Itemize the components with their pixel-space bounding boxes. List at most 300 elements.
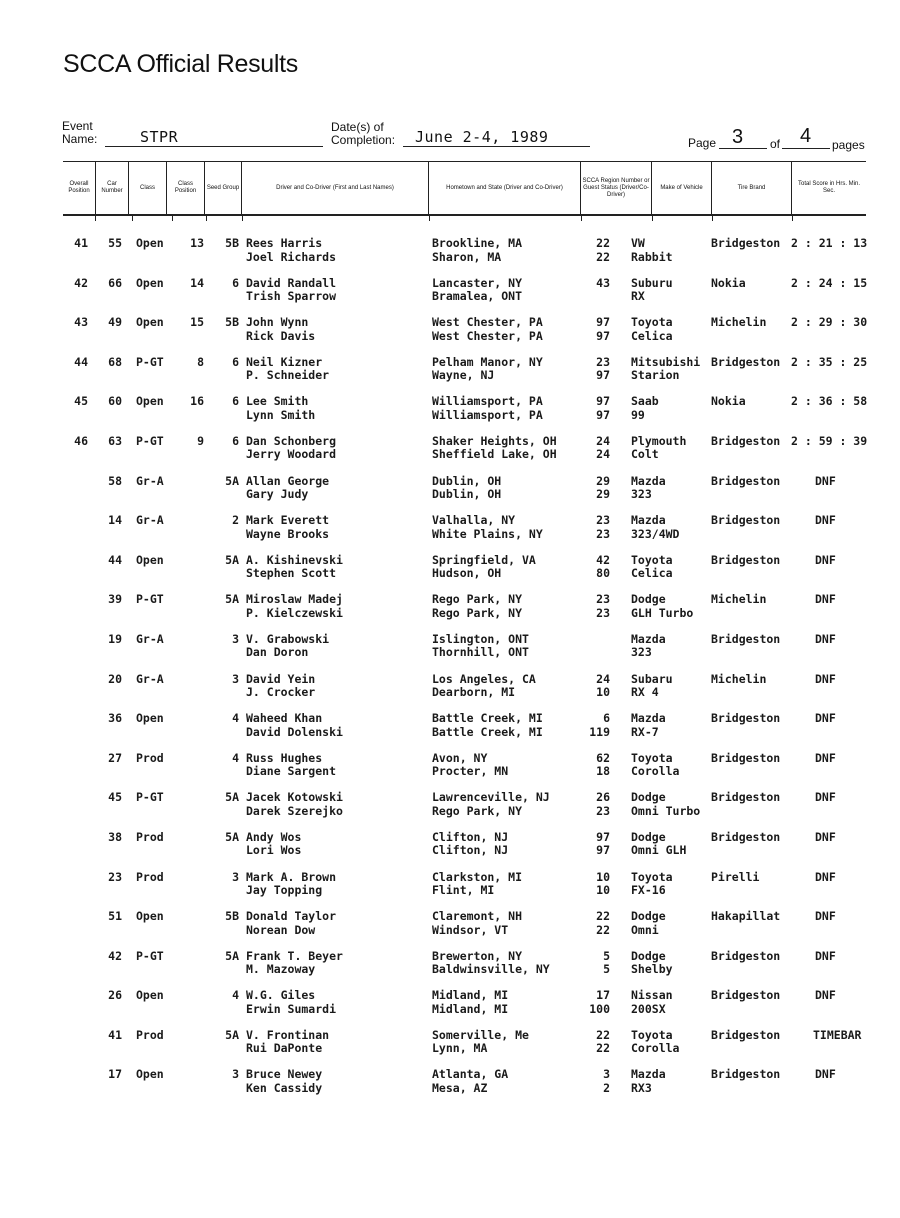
car-number: 63	[108, 433, 122, 448]
driver-hometown: Battle Creek, MI	[432, 711, 543, 726]
total-score: 2 : 36 : 58	[791, 394, 868, 409]
total-score-cell	[791, 237, 876, 251]
driver-cell	[246, 791, 343, 818]
car-number-cell	[97, 316, 122, 330]
event-label-line1: Event	[62, 119, 93, 133]
total-score: DNF	[815, 513, 836, 528]
page-title: SCCA Official Results	[63, 50, 298, 78]
tire-brand: Bridgeston	[711, 1027, 781, 1042]
driver: Mark A. Brown	[246, 869, 337, 884]
co-driver-region: 119	[589, 724, 610, 739]
total-score-cell	[815, 554, 900, 568]
class: Gr-A	[136, 513, 164, 528]
driver-region-cell	[582, 1029, 610, 1056]
tire-brand-cell	[711, 316, 766, 330]
tire-brand: Bridgeston	[711, 948, 781, 963]
driver-hometown: Pelham Manor, NY	[432, 354, 543, 369]
tire-brand-cell	[711, 950, 780, 964]
tire-brand-cell	[711, 356, 780, 370]
car-number: 58	[108, 473, 122, 488]
vehicle-make: Plymouth	[631, 433, 687, 448]
col-tire-brand: Tire Brand	[712, 162, 792, 214]
driver-hometown-cell	[432, 633, 529, 660]
co-driver: P. Schneider	[246, 368, 330, 383]
co-driver-hometown: Sharon, MA	[432, 249, 502, 264]
event-name-underline	[105, 146, 323, 147]
car-number: 39	[108, 592, 122, 607]
seed-group: 4	[232, 988, 239, 1003]
vehicle-make: Mazda	[631, 631, 666, 646]
tire-brand-cell	[711, 752, 780, 766]
co-driver: Rui DaPonte	[246, 1041, 323, 1056]
tire-brand-cell	[711, 593, 766, 607]
dates-label-line1: Date(s) of	[331, 120, 384, 134]
page-total: 4	[800, 125, 812, 147]
class-position-cell	[180, 356, 204, 370]
tire-brand: Bridgeston	[711, 988, 781, 1003]
dates-label-line2: Completion:	[331, 133, 396, 147]
co-driver-region: 10	[596, 883, 610, 897]
seed-group: 5A	[225, 790, 239, 805]
driver-region-cell	[582, 989, 610, 1016]
class-cell	[136, 950, 176, 964]
class: Open	[136, 909, 164, 924]
car-number-cell	[97, 593, 122, 607]
driver-hometown: Islington, ONT	[432, 631, 529, 646]
vehicle-make-cell	[631, 752, 679, 779]
total-score-cell	[815, 791, 900, 805]
driver-hometown: Springfield, VA	[432, 552, 536, 567]
vehicle-model: Starion	[631, 368, 680, 383]
co-driver-hometown: Battle Creek, MI	[432, 724, 543, 739]
co-driver-hometown: Flint, MI	[432, 883, 495, 897]
class: Open	[136, 711, 164, 726]
total-score-cell	[815, 514, 900, 528]
tire-brand: Bridgeston	[711, 433, 781, 448]
tire-brand: Bridgeston	[711, 829, 781, 844]
total-score-cell	[815, 1068, 900, 1082]
class: P-GT	[136, 433, 164, 448]
car-number: 17	[108, 1067, 122, 1082]
column-tick	[652, 215, 653, 221]
co-driver-region: 23	[596, 803, 610, 818]
column-header-row	[63, 161, 866, 216]
page-label: Page	[688, 136, 717, 150]
vehicle-make-cell	[631, 514, 679, 541]
co-driver-region: 97	[596, 368, 610, 383]
co-driver: Rick Davis	[246, 328, 316, 343]
tire-brand-cell	[711, 277, 746, 291]
total-score: DNF	[815, 790, 836, 805]
tire-brand-cell	[711, 395, 746, 409]
driver-hometown-cell	[432, 831, 508, 858]
car-number: 51	[108, 909, 122, 924]
driver: Waheed Khan	[246, 711, 323, 726]
co-driver-region: 2	[603, 1080, 610, 1095]
driver-hometown: Williamsport, PA	[432, 394, 543, 409]
driver-hometown: Dublin, OH	[432, 473, 502, 488]
tire-brand: Michelin	[711, 315, 767, 330]
table-row	[0, 871, 900, 911]
car-number-cell	[97, 435, 122, 449]
driver-region: 22	[596, 236, 610, 250]
vehicle-make: Toyota	[631, 869, 673, 884]
co-driver-region: 80	[596, 566, 610, 581]
driver-hometown-cell	[432, 989, 508, 1016]
driver-hometown-cell	[432, 871, 522, 898]
seed-group: 5A	[225, 948, 239, 963]
vehicle-model: Corolla	[631, 1041, 680, 1056]
seed-group: 3	[232, 869, 239, 884]
total-score: DNF	[815, 829, 836, 844]
driver: Dan Schonberg	[246, 433, 337, 448]
car-number-cell	[97, 395, 122, 409]
car-number: 44	[108, 552, 122, 567]
table-row	[0, 593, 900, 633]
driver-hometown: Claremont, NH	[432, 909, 523, 924]
tire-brand: Michelin	[711, 671, 767, 686]
driver-hometown-cell	[432, 593, 522, 620]
col-driver: Driver and Co-Driver (First and Last Names)	[242, 162, 429, 214]
total-score-cell	[791, 356, 876, 370]
dates-underline	[403, 146, 590, 147]
co-driver-hometown: Baldwinsville, NY	[432, 962, 550, 977]
overall-position: 45	[74, 394, 88, 409]
driver-region: 24	[596, 433, 610, 448]
class: Prod	[136, 750, 164, 765]
class: P-GT	[136, 592, 164, 607]
vehicle-make-cell	[631, 712, 666, 739]
driver-region: 24	[596, 671, 610, 686]
tire-brand: Nokia	[711, 275, 746, 290]
co-driver: Erwin Sumardi	[246, 1001, 337, 1016]
driver: Russ Hughes	[246, 750, 323, 765]
co-driver: Ken Cassidy	[246, 1080, 323, 1095]
total-score-cell	[791, 316, 876, 330]
class: Open	[136, 394, 164, 409]
seed-group: 5A	[225, 829, 239, 844]
vehicle-make-cell	[631, 1068, 666, 1095]
class: P-GT	[136, 948, 164, 963]
driver: Mark Everett	[246, 513, 330, 528]
seed-group-cell	[213, 237, 239, 251]
driver-region-cell	[582, 475, 610, 502]
co-driver: Trish Sparrow	[246, 289, 337, 304]
co-driver-hometown: Mesa, AZ	[432, 1080, 488, 1095]
vehicle-make-cell	[631, 554, 673, 581]
driver-cell	[246, 475, 329, 502]
total-score-cell	[815, 475, 900, 489]
seed-group: 5A	[225, 552, 239, 567]
tire-brand-cell	[711, 554, 780, 568]
seed-group: 4	[232, 750, 239, 765]
driver-cell	[246, 1068, 322, 1095]
vehicle-make-cell	[631, 950, 673, 977]
table-row	[0, 237, 900, 277]
co-driver-hometown: Windsor, VT	[432, 922, 509, 937]
vehicle-model: Celica	[631, 566, 673, 581]
driver-hometown-cell	[432, 356, 543, 383]
driver-hometown: Avon, NY	[432, 750, 488, 765]
vehicle-make: Dodge	[631, 948, 666, 963]
class: P-GT	[136, 354, 164, 369]
total-score: DNF	[815, 671, 836, 686]
co-driver-region: 97	[596, 407, 610, 422]
driver-hometown: Somerville, Me	[432, 1027, 529, 1042]
table-row	[0, 950, 900, 990]
driver-hometown-cell	[432, 712, 543, 739]
overall-position: 46	[74, 433, 88, 448]
table-row	[0, 316, 900, 356]
class-cell	[136, 356, 176, 370]
total-score-cell	[815, 633, 900, 647]
tire-brand-cell	[711, 871, 759, 885]
class-cell	[136, 514, 176, 528]
driver-hometown-cell	[432, 237, 522, 264]
driver-region-cell	[582, 356, 610, 383]
seed-group-cell	[213, 871, 239, 885]
tire-brand-cell	[711, 831, 780, 845]
driver-hometown-cell	[432, 514, 543, 541]
total-score-cell	[815, 910, 900, 924]
driver-hometown-cell	[432, 950, 550, 977]
class-cell	[136, 435, 176, 449]
co-driver: Gary Judy	[246, 487, 309, 502]
class: Open	[136, 1067, 164, 1082]
class-position: 13	[190, 236, 204, 250]
car-number: 38	[108, 829, 122, 844]
vehicle-model: Omni Turbo	[631, 803, 701, 818]
driver-hometown-cell	[432, 910, 522, 937]
col-class-position: Class Position	[167, 162, 205, 214]
class-position-cell	[180, 435, 204, 449]
driver-region: 23	[596, 513, 610, 528]
driver-cell	[246, 356, 329, 383]
total-score: DNF	[815, 711, 836, 726]
overall-position: 44	[74, 354, 88, 369]
co-driver: J. Crocker	[246, 685, 316, 700]
driver-cell	[246, 752, 336, 779]
co-driver: Jerry Woodard	[246, 447, 337, 462]
driver-cell	[246, 316, 315, 343]
vehicle-model: Omni	[631, 922, 659, 937]
tire-brand: Bridgeston	[711, 236, 781, 250]
car-number: 36	[108, 711, 122, 726]
driver-region: 23	[596, 354, 610, 369]
page-number-underline	[719, 148, 767, 149]
total-score: DNF	[815, 909, 836, 924]
class-cell	[136, 237, 176, 251]
car-number: 60	[108, 394, 122, 409]
driver-region: 97	[596, 829, 610, 844]
driver-region: 6	[603, 711, 610, 726]
class-cell	[136, 554, 176, 568]
col-overall-position: Overall Position	[63, 162, 96, 214]
car-number-cell	[97, 673, 122, 687]
driver: Andy Wos	[246, 829, 302, 844]
car-number-cell	[97, 712, 122, 726]
driver-hometown-cell	[432, 752, 508, 779]
co-driver: Darek Szerejko	[246, 803, 343, 818]
driver-region-cell	[582, 554, 610, 581]
class-cell	[136, 831, 176, 845]
co-driver-hometown: Hudson, OH	[432, 566, 502, 581]
total-score: DNF	[815, 948, 836, 963]
event-label-line2: Name:	[62, 132, 98, 146]
driver: Jacek Kotowski	[246, 790, 343, 805]
tire-brand-cell	[711, 673, 766, 687]
vehicle-make: Dodge	[631, 790, 666, 805]
class-position: 15	[190, 315, 204, 330]
seed-group-cell	[213, 435, 239, 449]
tire-brand: Pirelli	[711, 869, 760, 884]
driver-region-cell	[582, 316, 610, 343]
seed-group: 5B	[225, 315, 239, 330]
seed-group-cell	[213, 514, 239, 528]
driver-hometown: Clifton, NJ	[432, 829, 509, 844]
col-hometown: Hometown and State (Driver and Co-Driver)	[429, 162, 581, 214]
tire-brand-cell	[711, 910, 780, 924]
driver-hometown-cell	[432, 475, 501, 502]
driver: A. Kishinevski	[246, 552, 343, 567]
seed-group-cell	[213, 910, 239, 924]
tire-brand: Bridgeston	[711, 513, 781, 528]
vehicle-make: Toyota	[631, 552, 673, 567]
seed-group: 5A	[225, 592, 239, 607]
car-number-cell	[97, 237, 122, 251]
seed-group: 2	[232, 513, 239, 528]
co-driver-hometown: Wayne, NJ	[432, 368, 495, 383]
car-number: 26	[108, 988, 122, 1003]
co-driver-hometown: Rego Park, NY	[432, 605, 523, 620]
car-number-cell	[97, 554, 122, 568]
co-driver: Lori Wos	[246, 843, 302, 858]
seed-group-cell	[213, 593, 239, 607]
class: Prod	[136, 869, 164, 884]
tire-brand-cell	[711, 435, 780, 449]
table-row	[0, 712, 900, 752]
class-position: 14	[190, 275, 204, 290]
car-number-cell	[97, 475, 122, 489]
co-driver-region: 22	[596, 922, 610, 937]
driver-hometown-cell	[432, 316, 543, 343]
car-number: 14	[108, 513, 122, 528]
total-score: 2 : 21 : 13	[791, 236, 868, 250]
overall-position-cell	[63, 316, 88, 330]
seed-group: 6	[232, 433, 239, 448]
seed-group: 6	[232, 394, 239, 409]
car-number: 23	[108, 869, 122, 884]
seed-group-cell	[213, 989, 239, 1003]
driver: Frank T. Beyer	[246, 948, 343, 963]
tire-brand-cell	[711, 989, 780, 1003]
co-driver-region: 23	[596, 605, 610, 620]
vehicle-make: Mazda	[631, 513, 666, 528]
car-number: 68	[108, 354, 122, 369]
total-score: TIMEBAR	[813, 1027, 862, 1042]
co-driver-hometown: Procter, MN	[432, 764, 509, 779]
column-tick	[712, 215, 713, 221]
driver-hometown: Rego Park, NY	[432, 592, 523, 607]
driver-region-cell	[582, 514, 610, 541]
driver-hometown: Lawrenceville, NJ	[432, 790, 550, 805]
class: Gr-A	[136, 473, 164, 488]
driver-cell	[246, 712, 343, 739]
co-driver-region: 97	[596, 328, 610, 343]
class-position-cell	[180, 395, 204, 409]
tire-brand-cell	[711, 1029, 780, 1043]
table-row	[0, 435, 900, 475]
tire-brand: Bridgeston	[711, 354, 781, 369]
tire-brand: Bridgeston	[711, 552, 781, 567]
tire-brand-cell	[711, 475, 780, 489]
driver-hometown: Clarkston, MI	[432, 869, 523, 884]
vehicle-model: FX-16	[631, 883, 666, 897]
driver-cell	[246, 673, 315, 700]
table-row	[0, 554, 900, 594]
table-row	[0, 633, 900, 673]
driver-cell	[246, 871, 336, 898]
table-row	[0, 475, 900, 515]
co-driver: Lynn Smith	[246, 407, 316, 422]
overall-position: 41	[74, 236, 88, 250]
total-score-cell	[815, 831, 900, 845]
co-driver-hometown: Dearborn, MI	[432, 685, 516, 700]
driver-cell	[246, 950, 343, 977]
co-driver: Diane Sargent	[246, 764, 337, 779]
vehicle-model: GLH Turbo	[631, 605, 694, 620]
seed-group-cell	[213, 752, 239, 766]
class: Gr-A	[136, 631, 164, 646]
driver: Lee Smith	[246, 394, 309, 409]
column-tick	[581, 215, 582, 221]
vehicle-make-cell	[631, 633, 666, 660]
vehicle-make-cell	[631, 356, 700, 383]
driver-region: 22	[596, 1027, 610, 1042]
col-make: Make of Vehicle	[652, 162, 712, 214]
vehicle-model: 323	[631, 487, 652, 502]
driver: W.G. Giles	[246, 988, 316, 1003]
class: Open	[136, 552, 164, 567]
total-score: DNF	[815, 869, 836, 884]
column-tick	[242, 215, 243, 221]
total-score: DNF	[815, 552, 836, 567]
class: Prod	[136, 829, 164, 844]
driver-hometown-cell	[432, 554, 536, 581]
co-driver-region: 10	[596, 685, 610, 700]
col-seed-group: Seed Group	[205, 162, 242, 214]
seed-group: 6	[232, 275, 239, 290]
class: Prod	[136, 1027, 164, 1042]
co-driver: David Dolenski	[246, 724, 343, 739]
tire-brand: Bridgeston	[711, 1067, 781, 1082]
co-driver-region: 18	[596, 764, 610, 779]
vehicle-model: 323/4WD	[631, 526, 680, 541]
driver: Neil Kizner	[246, 354, 323, 369]
seed-group-cell	[213, 633, 239, 647]
col-class: Class	[129, 162, 167, 214]
co-driver-hometown: Rego Park, NY	[432, 803, 523, 818]
tire-brand-cell	[711, 633, 780, 647]
co-driver-hometown: Bramalea, ONT	[432, 289, 523, 304]
vehicle-make-cell	[631, 1029, 679, 1056]
class: Open	[136, 988, 164, 1003]
driver-hometown-cell	[432, 395, 543, 422]
co-driver: Dan Doron	[246, 645, 309, 660]
driver-hometown: West Chester, PA	[432, 315, 543, 330]
seed-group-cell	[213, 475, 239, 489]
co-driver-hometown: Lynn, MA	[432, 1041, 488, 1056]
